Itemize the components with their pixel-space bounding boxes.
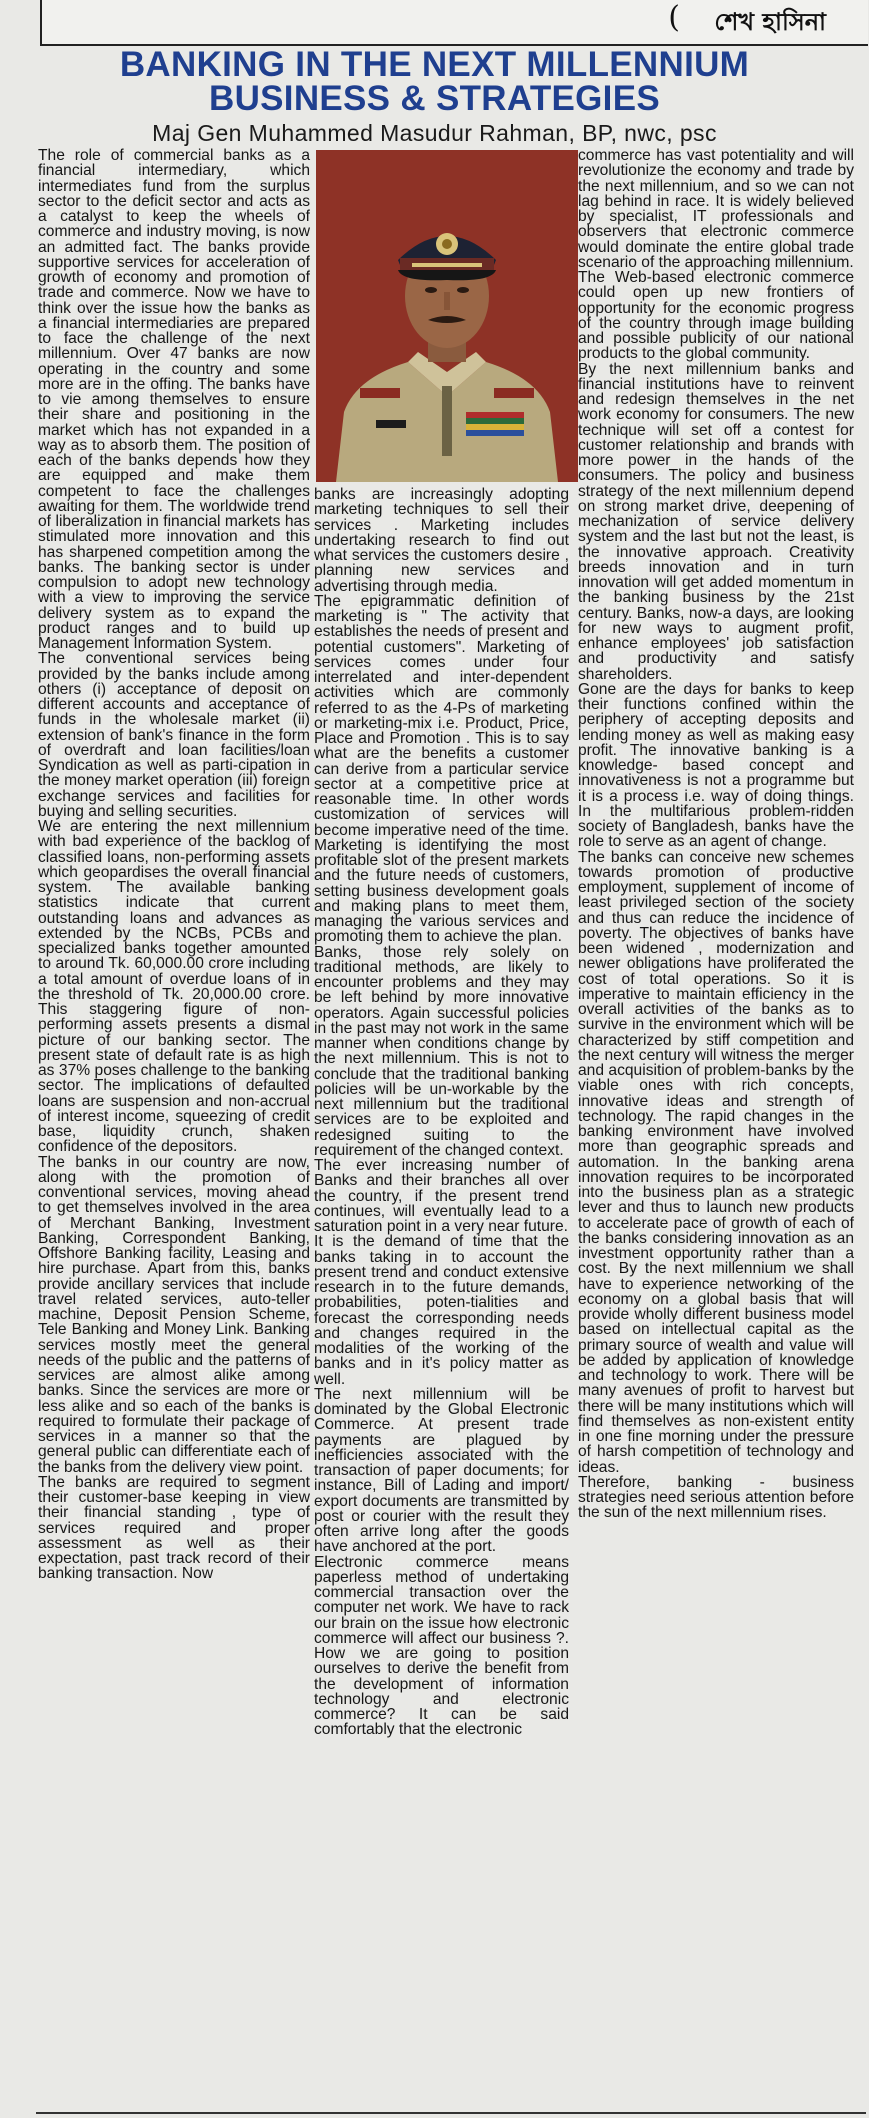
headline-line-2: BUSINESS & STRATEGIES xyxy=(209,79,660,118)
column1-paragraph: The conventional services being provided by the banks include among others (i) acceptance of deposit on different accounts and acceptance of funds in the wholesale market (ii) extension of bank's finance in the form of overdraft and loan facilities/loan Syndication as well as parti-cipation in the money market operation (iii) foreign exchange services and facilities for buying and selling securities. xyxy=(38,650,310,820)
column2-paragraph: The epigrammatic definition of marketing is " The activity that establishes the needs of present and potential customers". Marketing of services comes under four interrelated and inter-dependent activities which are commonly referred to as the 4-Ps of marketing or marketing-mix i.e. Product, Price, Place and Promotion . This is to say what are the benefits a customer can derive from a particular service sector at a competitive price at reasonable time. In other words customization of services will become imperative need of the time. Marketing is identifying the most profitable slot of the present markets and the future needs of customers, setting business development goals and making plans to meet them, managing the various services and promoting them to achieve the plan. xyxy=(314,592,569,946)
author-portrait-photo xyxy=(316,150,578,482)
column2-paragraph: Electronic commerce means paperless method of undertaking commercial transaction over the computer net work. We have to rack our brain on the issue how electronic commerce will affect our business ?. How we are going to position ourselves to derive the benefit from the development of information technology and electronic commerce? It can be said comfortably that the electronic xyxy=(314,1553,569,1739)
author-byline: Maj Gen Muhammed Masudur Rahman, BP, nwc, psc xyxy=(152,120,717,146)
bengali-name-text: শেখ হাসিনা xyxy=(714,8,826,36)
column1-paragraph: The banks in our country are now, along with the promotion of conventional services, moving ahead to get themselves involved in the area of Merchant Banking, Investment Banking, Correspondent Banking, Offshore Banking facility, Leasing and hire purchase. Apart from this, banks provide ancillary services that include travel related services, auto-teller machine, Deposit Pension Scheme, Tele Banking and Money Link. Banking services mostly meet the general needs of the public and the patterns of services are almost alike among banks. Since the services are more or less alike and so each of the banks is required to formulate their package of services in a manner so that the general public can differentiate each of the banks from the delivery view point. xyxy=(38,1153,310,1476)
article-column-3 xyxy=(578,148,854,1521)
column2-paragraph: The ever increasing number of Banks and their branches all over the country, if the present trend continues, will eventually lead to a saturation point in a very near future. xyxy=(314,1157,569,1235)
article-column-1 xyxy=(38,148,310,1582)
bottom-rule xyxy=(36,2112,866,2114)
headline-line-1: BANKING IN THE NEXT MILLENNIUM xyxy=(119,45,750,84)
top-banner-strip xyxy=(40,0,868,46)
column3-paragraph: The Web-based electronic commerce could open up new frontiers of opportunity for the economic progress of the country through image building and possible publicity of our national products to the global community. xyxy=(578,269,854,363)
column2-paragraph: Banks, those rely solely on traditional methods, are likely to encounter problems and they may be left behind by more innovative operators. Again successful policies in the past may not work in the same manner when conditions change by the next millennium. This is not to conclude that the traditional banking policies will be un-workable by the next millennium but the traditional services are to be exploited and redesigned suiting to the requirement of the changed context. xyxy=(314,943,569,1159)
portrait-illustration xyxy=(316,150,578,482)
column3-paragraph: commerce has vast potentiality and will revolutionize the economy and trade by the next millennium, and so we can not lag behind in race. It is widely believed by specialist, IT professionals and observers that electronic commerce would dominate the entire global trade scenario of the approaching millennium. xyxy=(578,147,854,271)
article-column-2 xyxy=(314,487,569,1738)
column2-paragraph: The next millennium will be dominated by the Global Electronic Commerce. At present trade payments are plagued by inefficiencies associated with the transaction of paper documents; for instance, Bill of Lading and import/ export documents are transmitted by post or courier with the result they often arrive long after the goods have anchored at the port. xyxy=(314,1385,569,1556)
column3-paragraph: Gone are the days for banks to keep their functions confined within the periphery of accepting deposits and lending money as well as making easy profit. The innovative banking is a knowledge- based concept and innovativeness is not a programme but it is a process i.e. way of doing things. In the multifarious problem-ridden society of Bangladesh, banks have the role to serve as an agent of change. xyxy=(578,680,854,851)
column1-paragraph: We are entering the next millennium with bad experience of the backlog of classified loans, non-performing assets which geopardises the overall financial system. The available banking statistics indicate that current outstanding loans and advances as extended by the NCBs, PCBs and specialized banks together amounted to around Tk. 60,000.00 crore including a total amount of overdue loans of in the threshold of Tk. 20,000.00 crore. This staggering figure of non-performing assets presents a dismal picture of our banking sector. The present state of default rate is as high as 37% poses challenge to the banking sector. The implications of defaulted loans are suspension and non-accrual of interest income, squeezing of credit base, liquidity crunch, shaken confidence of the depositors. xyxy=(38,818,310,1156)
column3-paragraph: By the next millennium banks and financial institutions have to reinvent and redesign themselves in the net work economy for consumers. The new technique will set off a contest for customer relationship and brands with more power in the hands of the consumers. The policy and business strategy of the next millennium depend on strong market drive, deepening of mechanization of service delivery system and the last but not the least, is the innovative approach. Creativity breeds innovation and in turn innovation will get added momentum in the banking business by the 21st century. Banks, now-a days, are looking for new ways to augment profit, enhance employees' job satisfaction and productivity and satisfy shareholders. xyxy=(578,360,854,683)
column1-paragraph: The role of commercial banks as a financial intermediary, which intermediates fund from the surplus sector to the deficit sector and acts as a catalyst to keep the wheels of commerce and industry moving, is now an admitted fact. The banks provide supportive services for acceleration of growth of economy and promotion of trade and commerce. Now we have to think over the issue how the banks as a financial intermediaries are prepared to face the challenge of the next millennium. Over 47 banks are now operating in the country and some more are in the offing. The banks have to vie among themselves to ensure their share and positioning in the market which has not expanded in a way as to absorb them. The position of each of the banks depends how they are equipped and make them competent to face the challenges awaiting for them. The worldwide trend of liberalization in financial markets has stimulated more innovation and this has sharpened competition among the banks. The banking sector is under compulsion to adopt new technology with a view to improving the service delivery system as to expand the product ranges and to build up Management Information System. xyxy=(38,147,310,652)
column3-paragraph: The banks can conceive new schemes towards promotion of productive employment, supplement of income of least privileged section of the society and thus can reduce the incidence of poverty. The objectives of banks have been widened , modernization and newer obligations have proliferated the cost of total operations. So it is imperative to maintain efficiency in the overall activities of the banks as to survive in the environment which will be characterized by stiff competition and the next century will witness the merger and acquisition of problem-banks by the viable ones with rich concepts, innovative ideas and strength of technology. The rapid changes in the banking environment have involved more than geographic spreads and automation. In the banking arena innovation requires to be incorporated into the business plan as a strategic lever and thus to launch new products to accelerate pace of growth of each of the banks considering innovation as an investment opportunity rather than a cost. By the next millennium we shall have to experience networking of the economy on a global basis that will provide wholly different business model based on intellectual capital as the primary source of wealth and value will be added by application of knowledge and technology to work. There will be many avenues of profit to harvest but there will be many institutions which will find themselves as non-existent entity in one fine morning under the pressure of harsh competition of technology and ideas. xyxy=(578,848,854,1476)
column3-paragraph: Therefore, banking - business strategies need serious attention before the sun of the next millennium rises. xyxy=(578,1473,854,1522)
bracket-ornament: ( xyxy=(668,0,680,35)
column2-paragraph: It is the demand of time that the banks taking in to account the present trend and conduct extensive research in to the future demands, probabilities, poten-tialities and forecast the corresponding needs and changes required in the modalities of the working of the banks and in it's policy matter as well. xyxy=(314,1233,569,1388)
column1-paragraph: The banks are required to segment their customer-base keeping in view their financial standing , type of services required and proper assessment as well as their expectation, past track record of their banking transaction. Now xyxy=(38,1473,310,1583)
column2-paragraph: banks are increasingly adopting marketing techniques to sell their services . Marketing includes undertaking research to find out what services the customers desire , planning new services and advertising through media. xyxy=(314,486,569,595)
